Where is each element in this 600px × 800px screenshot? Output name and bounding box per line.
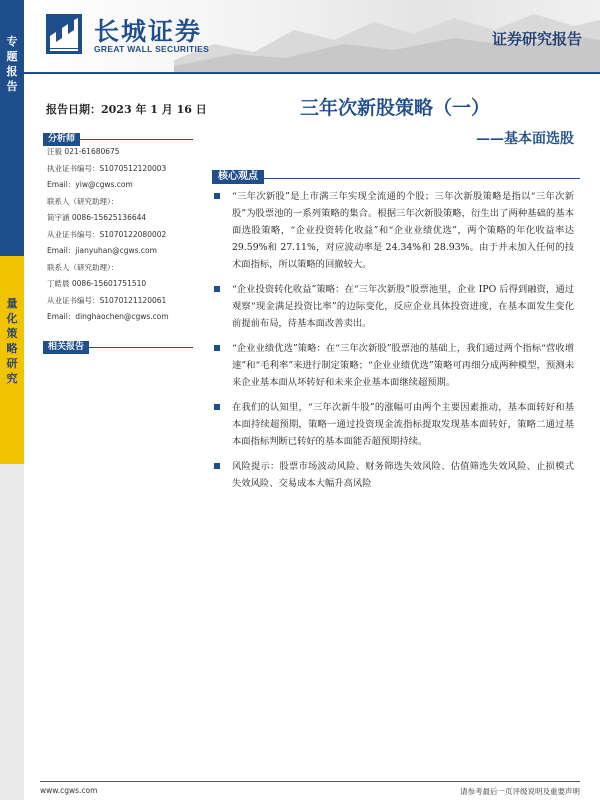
list-item [214, 281, 574, 332]
sidebar-label-quant-strategy: 量 化 策 略 研 究 [6, 297, 18, 385]
report-type-label: 证券研究报告 [491, 30, 582, 48]
footer-divider [40, 781, 580, 782]
list-item [214, 340, 574, 391]
square-bullet-icon [214, 345, 220, 351]
analyst-line: 联系人（研究助理）： [47, 196, 119, 206]
core-viewpoints-header [212, 164, 580, 182]
square-bullet-icon [214, 404, 220, 410]
sidebar-bottom-band [0, 464, 24, 800]
point-text: “企业投资转化收益”策略：在“三年次新股”股票池里，企业 IPO 后得到融资，通过观察“现金满足投资比率”的边际变化，反应企业具体投资进度，在基本面发生变化前提前布局，待基本面改善卖出。 [232, 284, 574, 329]
square-bullet-icon [214, 286, 220, 292]
page-subtitle: ——基本面选股 [476, 131, 574, 147]
company-logo-english: GREAT WALL SECURITIES [94, 44, 210, 54]
list-item [214, 399, 574, 450]
point-text: 风险提示：股票市场波动风险、财务筛选失效风险、估值筛选失效风险、止损模式失效风险、交易成本大幅升高风险 [232, 461, 574, 489]
square-bullet-icon [214, 463, 220, 469]
company-logo-chinese: 长城证券 [94, 17, 203, 46]
analyst-line: 简宇涵 0086-15625136644 [47, 213, 147, 222]
point-text: “企业业绩优选”策略：在“三年次新股”股票池的基础上，我们通过两个指标“营收增速”和“毛利率”来进行制定策略；“企业业绩优选”策略可再细分成两种模型，预测未来企业基本面从坏转好和未来企业基本面继续超预期。 [232, 343, 574, 388]
footer-disclaimer: 请参考最后一页评级说明及重要声明 [460, 787, 580, 796]
analyst-heading: 分析师 [43, 133, 80, 146]
analyst-line: 从业证书编号：S1070122080002 [47, 229, 167, 239]
sidebar-label-special-report: 专 题 报 告 [6, 35, 18, 93]
core-viewpoints-list [214, 188, 574, 500]
point-text: “三年次新股”是上市满三年实现全流通的个股；三年次新股策略是指以“三年次新股”为股票池的一系列策略的集合。根据三年次新股策略，衍生出了两种基础的基本面选股策略，“企业投资转化收益”和“企业业绩优选”，两个策略的年化收益率达 29.59%和 27.11%，对应波动率是 24.34%和 28.93%。由于并未加入任何的技术面指标，所以策略的回撤较大。 [232, 191, 574, 270]
square-bullet-icon [214, 193, 220, 199]
analyst-line: 联系人（研究助理）： [47, 262, 119, 272]
analyst-line: 执业证书编号：S1070512120003 [47, 163, 167, 173]
list-item [214, 458, 574, 492]
core-viewpoints-heading: 核心观点 [212, 170, 264, 184]
analyst-line: 丁皓晨 0086-15601751510 [47, 279, 147, 288]
analyst-contact-list [47, 144, 203, 326]
analyst-line: 汪毅 021-61680675 [47, 147, 120, 156]
header-divider [24, 72, 600, 74]
analyst-email[interactable]: Email：jianyuhan@cgws.com [47, 246, 157, 255]
analyst-section-header [43, 126, 193, 144]
point-text: 在我们的认知里，“三年次新牛股”的涨幅可由两个主要因素推动，基本面转好和基本面持续超预期，策略一通过投资现金流指标提取发现基本面转好，策略二通过基本面指标判断已转好的基本面能否超预期持续。 [232, 402, 574, 447]
great-wall-logo-icon [46, 14, 82, 54]
page-title: 三年次新股策略（一） [299, 97, 490, 119]
related-reports-section-header [43, 334, 193, 352]
analyst-email[interactable]: Email：dinghaochen@cgws.com [47, 312, 169, 321]
related-reports-heading: 相关报告 [43, 341, 89, 354]
header-banner [24, 0, 600, 72]
list-item [214, 188, 574, 273]
analyst-line: 从业证书编号：S1070121120061 [47, 295, 167, 305]
report-date: 报告日期：2023 年 1 月 16 日 [46, 103, 207, 116]
footer-website-link[interactable]: www.cgws.com [40, 786, 98, 795]
analyst-email[interactable]: Email：yiw@cgws.com [47, 180, 133, 189]
